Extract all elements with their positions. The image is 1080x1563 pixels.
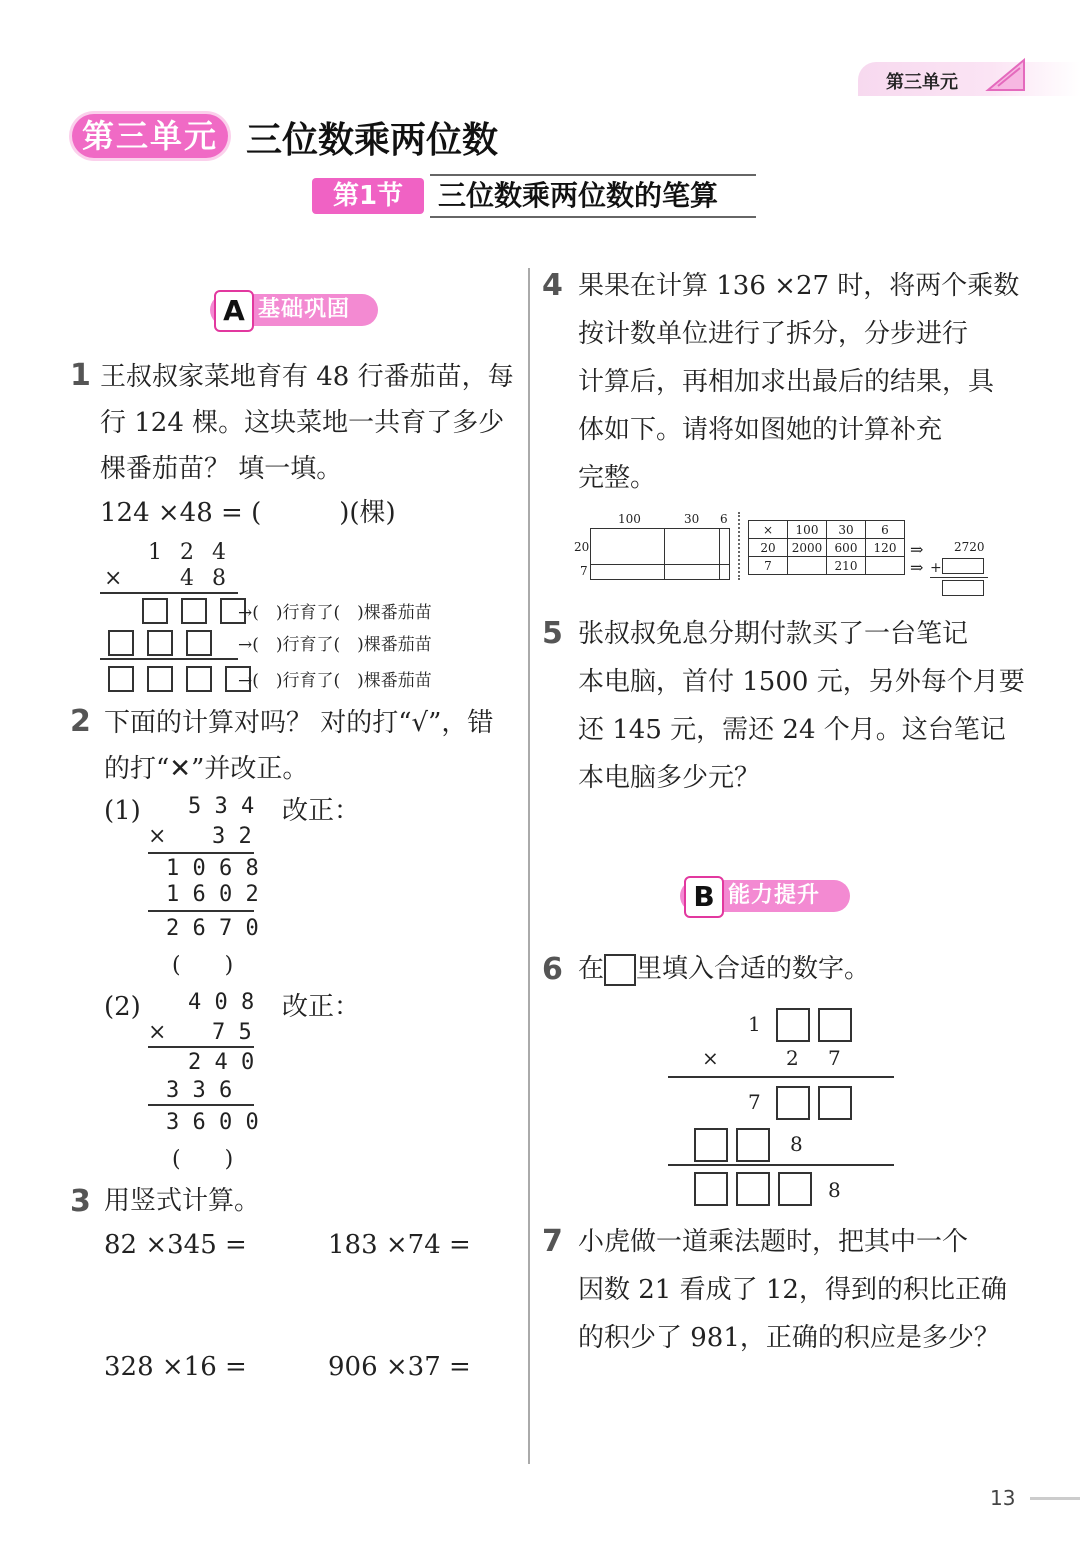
arrow-right-icon: ⇒ xyxy=(910,558,924,577)
q6-p1-digit: 7 xyxy=(748,1090,761,1114)
section-title: 三位数乘两位数的笔算 xyxy=(430,174,756,218)
q4-mult-table xyxy=(748,520,905,575)
q6-blank-box[interactable] xyxy=(736,1172,770,1206)
q4-sum-rule xyxy=(930,577,988,578)
answer-box[interactable] xyxy=(142,598,168,624)
q2-item1-result: 2 6 7 0 xyxy=(166,916,259,941)
q1-row3-note: →( )行育了( )棵番茄苗 xyxy=(238,671,432,691)
q6-top-digit: 1 xyxy=(748,1012,761,1036)
q6-blank-box[interactable] xyxy=(736,1128,770,1162)
q2-rule xyxy=(148,852,254,854)
q5-line4: 本电脑多少元？ xyxy=(578,763,761,793)
q6-text xyxy=(578,946,870,992)
table-cell: 30 xyxy=(827,521,866,539)
q1-equation: 124 ×48 = ( )(棵) xyxy=(100,498,396,528)
q1-rule xyxy=(100,658,238,660)
table-cell: 7 xyxy=(749,557,788,575)
q2-line2: 的打“✕”并改正。 xyxy=(104,754,309,784)
q2-item1-correct: 改正： xyxy=(282,796,361,826)
q6-blank-box[interactable] xyxy=(694,1128,728,1162)
table-cell: 600 xyxy=(827,539,866,557)
table-cell[interactable] xyxy=(866,557,905,575)
q2-line1: 下面的计算对吗？ 对的打“√”，错 xyxy=(104,708,494,738)
q4-line3: 计算后，再相加求出最后的结果，具 xyxy=(578,367,995,397)
answer-box[interactable] xyxy=(186,630,212,656)
q4-answer-box[interactable] xyxy=(942,558,984,574)
column-divider xyxy=(528,268,530,1464)
q2-item2-result: 3 6 0 0 xyxy=(166,1110,259,1135)
q4-line5: 完整。 xyxy=(578,463,657,493)
area-side-label: 20 xyxy=(574,540,590,554)
q6-rule xyxy=(668,1076,894,1078)
ruler-icon xyxy=(984,56,1030,96)
level-a-letter: A xyxy=(214,290,254,332)
q6-bottom-digit: 2 xyxy=(786,1046,799,1070)
q4-dotted-separator xyxy=(738,512,742,580)
q6-before: 在 xyxy=(578,954,605,984)
q6-box-icon xyxy=(604,954,636,986)
q1-top-digit: 4 xyxy=(212,540,226,565)
q1-text xyxy=(100,354,514,492)
page-number: 13 xyxy=(990,1486,1016,1510)
q2-rule xyxy=(148,1046,254,1048)
area-divider xyxy=(719,528,720,580)
table-cell: 120 xyxy=(866,539,905,557)
q6-bottom-digit: 7 xyxy=(828,1046,841,1070)
q2-item2-correct: 改正： xyxy=(282,992,361,1022)
q4-line1: 果果在计算 136 ×27 时，将两个乘数 xyxy=(578,271,1020,301)
unit-title: 三位数乘两位数 xyxy=(246,120,499,161)
q2-item1-mult: × xyxy=(148,824,167,849)
answer-box[interactable] xyxy=(186,666,212,692)
table-cell[interactable] xyxy=(788,557,827,575)
q6-blank-box[interactable] xyxy=(776,1008,810,1042)
q1-line1: 王叔叔家菜地育有 48 行番茄苗，每 xyxy=(100,362,514,392)
q1-row3-boxes xyxy=(108,666,251,692)
q2-item1-p1: 1 0 6 8 xyxy=(166,856,259,881)
q1-bottom-digit: 8 xyxy=(212,566,226,591)
q2-item2-b: 7 5 xyxy=(212,1020,252,1045)
q1-row1-boxes xyxy=(142,598,246,624)
q4-area-model xyxy=(574,512,734,582)
q3-expr-1: 82 ×345 = xyxy=(104,1230,247,1260)
page-number-rule xyxy=(1030,1497,1080,1500)
q6-blank-box[interactable] xyxy=(694,1172,728,1206)
q2-item2-p1: 2 4 0 xyxy=(188,1050,255,1075)
q1-bottom-digit: 4 xyxy=(180,566,194,591)
level-b-label: 能力提升 xyxy=(728,883,821,908)
q4-sum-value: 2720 xyxy=(954,540,985,554)
q1-number: 1 xyxy=(70,358,91,393)
unit-badge: 第三单元 xyxy=(72,114,228,158)
answer-box[interactable] xyxy=(147,666,173,692)
q1-row2-note: →( )行育了( )棵番茄苗 xyxy=(238,635,432,655)
q6-rule xyxy=(668,1164,894,1166)
q6-blank-box[interactable] xyxy=(778,1172,812,1206)
q4-text xyxy=(578,262,1019,502)
q6-p2-digit: 8 xyxy=(790,1132,803,1156)
area-side-label: 7 xyxy=(580,564,588,578)
table-cell: 20 xyxy=(749,539,788,557)
q2-item1-b: 3 2 xyxy=(212,824,252,849)
q2-rule xyxy=(148,910,254,912)
level-a-badge xyxy=(210,294,378,326)
q1-rule xyxy=(100,592,238,594)
q6-res-digit: 8 xyxy=(828,1178,841,1202)
q7-line2: 因数 21 看成了 12，得到的积比正确 xyxy=(578,1275,1007,1305)
section-badge: 第1节 xyxy=(312,178,424,214)
q1-row2-boxes xyxy=(108,630,212,656)
answer-box[interactable] xyxy=(108,666,134,692)
q2-item2-mult: × xyxy=(148,1020,167,1045)
q1-line2: 行 124 棵。这块菜地一共育了多少 xyxy=(100,408,505,438)
area-top-label: 100 xyxy=(618,512,641,526)
table-cell: 2000 xyxy=(788,539,827,557)
q4-answer-box[interactable] xyxy=(942,580,984,596)
q1-line3: 棵番茄苗？ 填一填。 xyxy=(100,454,343,484)
q2-number: 2 xyxy=(70,704,91,739)
arrow-right-icon: ⇒ xyxy=(910,540,924,559)
q5-line3: 还 145 元，需还 24 个月。这台笔记 xyxy=(578,715,1006,745)
q4-line4: 体如下。请将如图她的计算补充 xyxy=(578,415,943,445)
corner-unit-label: 第三单元 xyxy=(886,72,958,93)
table-cell: 210 xyxy=(827,557,866,575)
q2-rule xyxy=(148,1104,254,1106)
q2-item2-p2: 3 3 6 xyxy=(166,1078,233,1103)
q3-expr-2: 183 ×74 = xyxy=(328,1230,471,1260)
q2-item1-judge[interactable]: ( ) xyxy=(172,953,234,978)
answer-box[interactable] xyxy=(181,598,207,624)
q7-text xyxy=(578,1218,1007,1362)
area-top-label: 6 xyxy=(720,512,728,526)
q2-text xyxy=(104,700,493,792)
q4-plus: + xyxy=(930,560,942,576)
q1-row1-note: →( )行育了( )棵番茄苗 xyxy=(238,603,432,623)
q7-line3: 的积少了 981，正确的积应是多少？ xyxy=(578,1323,1000,1353)
q7-number: 7 xyxy=(542,1224,563,1259)
q1-top-digit: 2 xyxy=(180,540,194,565)
q6-number: 6 xyxy=(542,952,563,987)
q3-expr-4: 906 ×37 = xyxy=(328,1352,471,1382)
area-rect xyxy=(590,528,730,580)
area-divider xyxy=(664,528,665,580)
answer-box[interactable] xyxy=(147,630,173,656)
table-cell: × xyxy=(749,521,788,539)
table-cell: 100 xyxy=(788,521,827,539)
level-b-badge xyxy=(680,880,850,912)
q2-item1-p2: 1 6 0 2 xyxy=(166,882,259,907)
q2-item1-label: (1) xyxy=(104,796,141,826)
q6-blank-box[interactable] xyxy=(818,1008,852,1042)
q5-number: 5 xyxy=(542,616,563,651)
q3-number: 3 xyxy=(70,1184,91,1219)
area-divider xyxy=(590,564,730,565)
q5-line2: 本电脑，首付 1500 元，另外每个月要 xyxy=(578,667,1025,697)
q4-number: 4 xyxy=(542,268,563,303)
area-top-label: 30 xyxy=(684,512,700,526)
q6-mult-sign: × xyxy=(702,1046,719,1070)
q1-top-digit: 1 xyxy=(148,540,162,565)
corner-unit-tag xyxy=(858,62,1080,96)
table-cell: 6 xyxy=(866,521,905,539)
q5-line1: 张叔叔免息分期付款买了一台笔记 xyxy=(578,619,969,649)
level-a-label: 基础巩固 xyxy=(258,297,351,322)
q3-title: 用竖式计算。 xyxy=(104,1186,261,1216)
q6-after: 里填入合适的数字。 xyxy=(636,954,871,984)
q2-item1-a: 5 3 4 xyxy=(188,794,255,819)
q2-item2-judge[interactable]: ( ) xyxy=(172,1147,234,1172)
q3-expr-3: 328 ×16 = xyxy=(104,1352,247,1382)
q6-blank-box[interactable] xyxy=(776,1086,810,1120)
q1-mult-sign: × xyxy=(104,566,123,591)
q2-item2-label: (2) xyxy=(104,992,141,1022)
q5-text xyxy=(578,610,1025,802)
q2-item2-a: 4 0 8 xyxy=(188,990,255,1015)
q7-line1: 小虎做一道乘法题时，把其中一个 xyxy=(578,1227,969,1257)
q4-line2: 按计数单位进行了拆分，分步进行 xyxy=(578,319,969,349)
level-b-letter: B xyxy=(684,876,724,918)
q6-blank-box[interactable] xyxy=(818,1086,852,1120)
answer-box[interactable] xyxy=(108,630,134,656)
